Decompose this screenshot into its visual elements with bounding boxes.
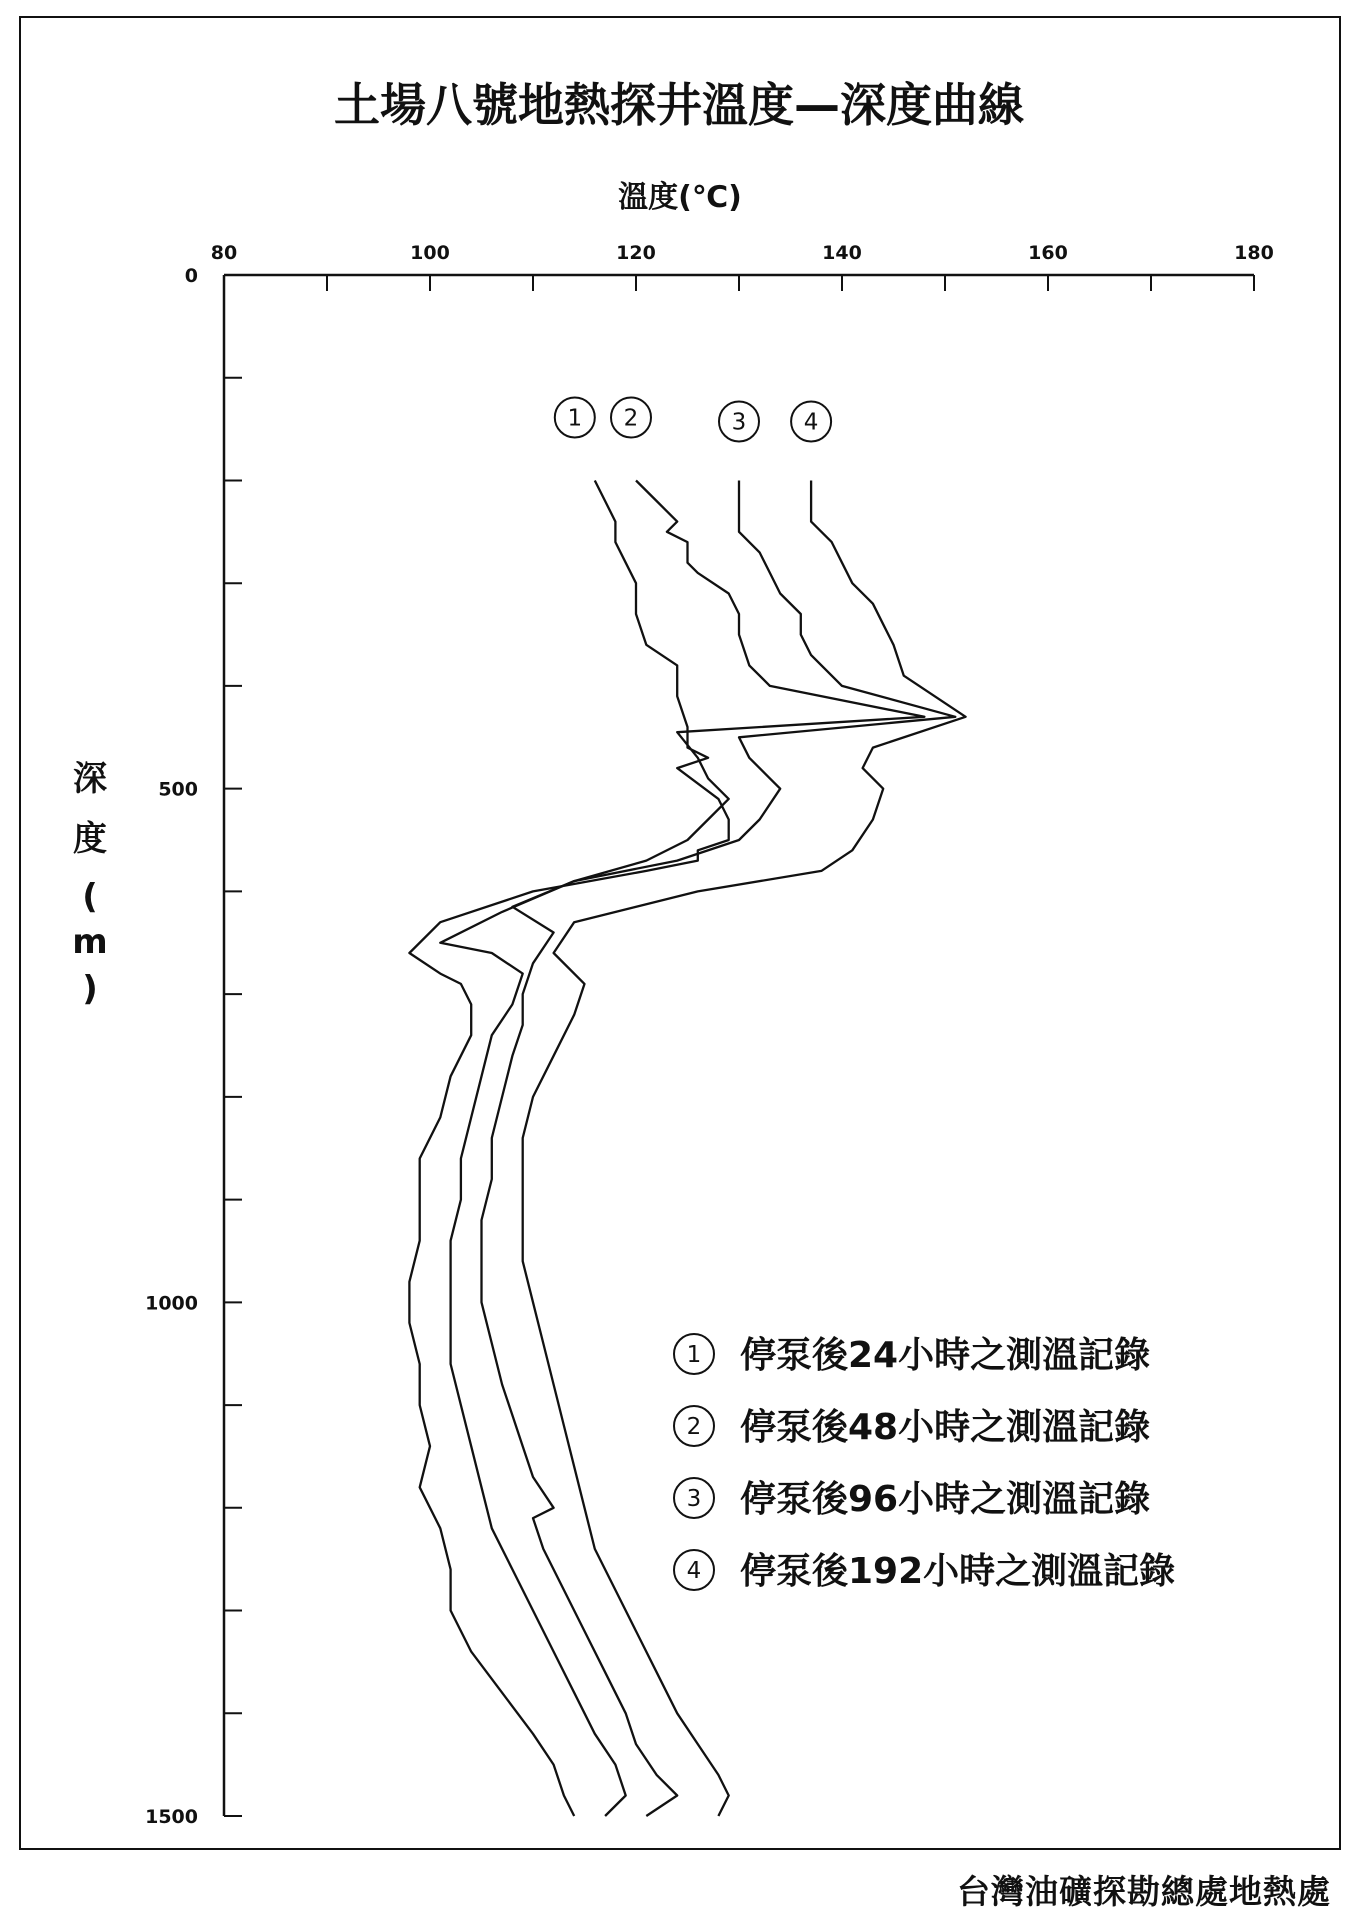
x-tick-label: 140 [822,242,862,264]
series-marker-label-1: 1 [567,405,583,432]
series-marker-label-3: 3 [731,409,747,436]
y-axis-label-char: ) [82,969,98,1009]
legend [674,1334,1175,1592]
x-tick-label: 180 [1234,242,1274,264]
legend-label-1: 停泵後24小時之測溫記錄 [740,1335,1151,1376]
y-tick-label: 1500 [145,1806,198,1828]
x-axis-label: 溫度(℃) [618,180,742,215]
legend-marker-label-3: 3 [686,1486,702,1512]
legend-marker-label-4: 4 [686,1558,702,1584]
series-line-3 [482,481,956,1817]
legend-label-4: 停泵後192小時之測溫記錄 [740,1551,1176,1592]
y-axis-label-char: 度 [73,819,107,859]
chart-title: 土場八號地熱探井溫度—深度曲線 [334,78,1024,132]
x-tick-label: 120 [616,242,656,264]
legend-label-2: 停泵後48小時之測溫記錄 [740,1407,1151,1448]
series-line-4 [523,481,966,1817]
y-tick-label: 1000 [145,1292,198,1315]
x-tick-labels [211,242,1274,264]
y-axis-label-char: ( [82,877,98,917]
series-marker-label-4: 4 [803,409,819,436]
series-line-2 [440,481,924,1817]
y-tick-labels [145,265,198,1828]
legend-marker-label-1: 1 [686,1342,702,1368]
y-tick-label: 0 [184,265,198,287]
x-tick-label: 100 [410,242,450,264]
x-tick-label: 160 [1028,242,1068,264]
y-axis-label [72,759,107,1009]
footer-organization: 台灣油礦探勘總處地熱處 [957,1872,1331,1911]
legend-marker-label-2: 2 [686,1414,702,1440]
series-line-1 [409,481,728,1817]
y-tick-label: 500 [158,778,198,801]
x-tick-label: 80 [210,242,238,264]
y-axis-label-char: m [72,922,108,962]
series-markers [555,397,831,441]
series-lines [409,481,965,1817]
legend-label-3: 停泵後96小時之測溫記錄 [740,1479,1151,1520]
series-marker-label-2: 2 [623,405,639,432]
y-axis-label-char: 深 [73,759,107,799]
